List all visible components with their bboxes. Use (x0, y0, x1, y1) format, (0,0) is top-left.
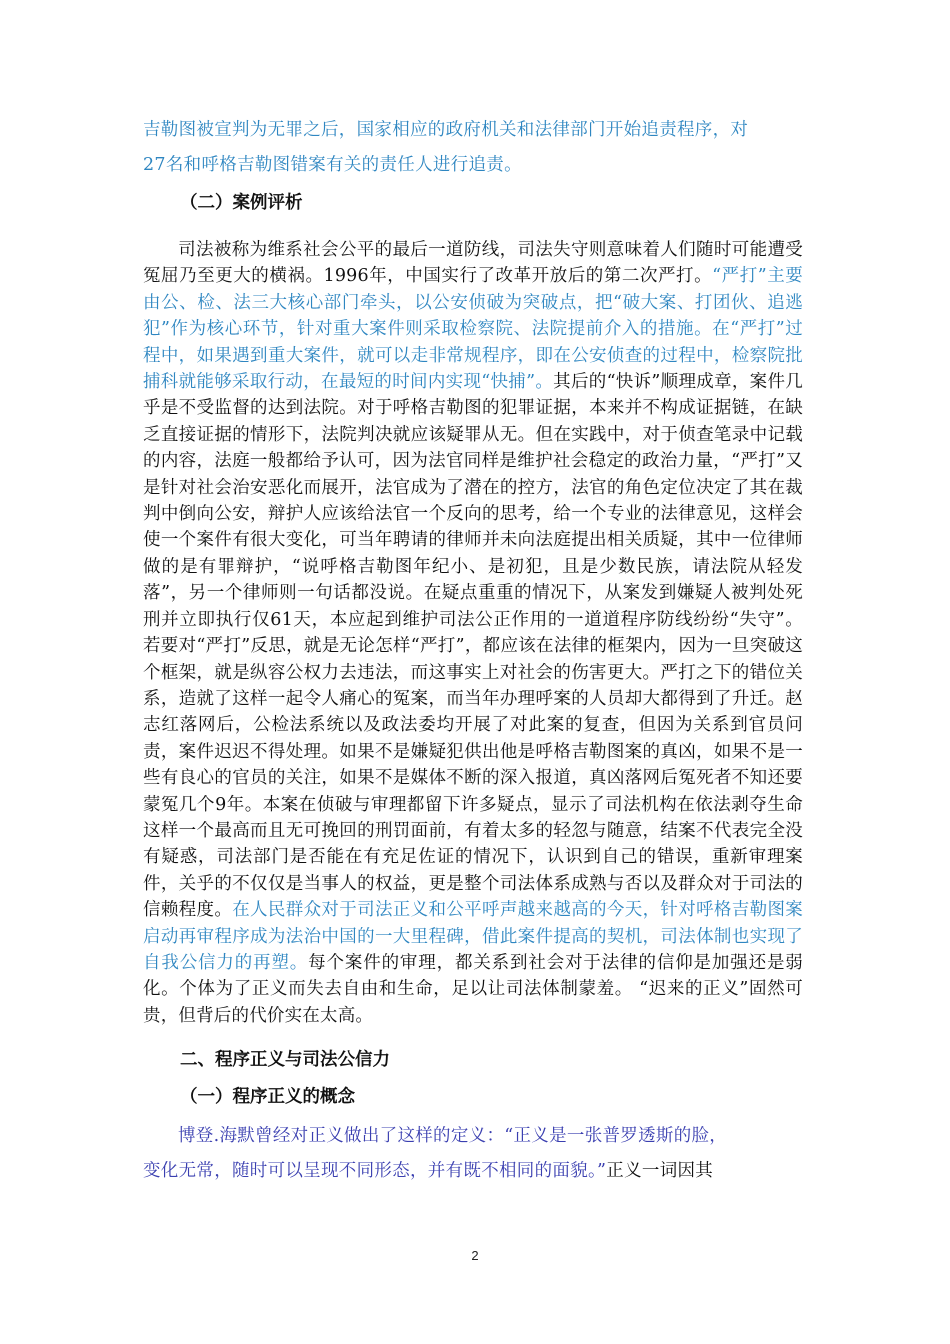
analysis-sentence: 司法被称为维系社会公平的最后一道防线，司法失守则意味着人们随时可能遭受冤屈乃至更大的横祸。1996年，中国实行了改革开放后的第二次严打。 (143, 240, 803, 287)
intro-paragraph (143, 113, 823, 183)
concept-line: 博登.海默曾经对正义做出了这样的定义：“正义是一张普罗透斯的脸， (178, 1126, 728, 1146)
concept-paragraph (143, 1119, 823, 1189)
analysis-highlight: 在人民群众对于司法正义和公平呼声越来越高的今天，针对呼格吉勒图案启动再审程序成为法治中国的一大里程碑，借此案件提高的契机，司法体制也实现了自我公信力的再塑。 (143, 900, 804, 973)
text-line (143, 1119, 823, 1154)
analysis-highlight: “严打”主要由公、检、法三大核心部门牵头，以公安侦破为突破点，把“破大案、打团伙、追逃犯”作为核心环节，针对重大案件则采取检察院、法院提前介入的措施。在“严打”过程中，如果遇到重大案件，就可以走非常规程序，即在公安侦查的过程中，检察院批捕科就能够采取行动，在最短的时间内实现“快捕”。 (143, 266, 804, 393)
concept-line: 正义一词因其 (606, 1161, 714, 1181)
analysis-sentence: 其后的“快诉”顺理成章，案件几乎是不受监督的达到法院。对于呼格吉勒图的犯罪证据，本来并不构成证据链，在缺乏直接证据的情形下，法院判决就应该疑罪从无。但在实践中，对于侦查笔录中记载的内容，法庭一般都给予认可，因为法官同样是维护社会稳定的政治力量，“严打”又是针对社会治安恶化而展开，法官成为了潜在的控方，法官的角色定位决定了其在裁判中倒向公安，辩护人应该给法官一个反向的思考，给一个专业的法律意见，这样会使一个案件有很大变化，可当年聘请的律师并未向法庭提出相关质疑，其中一位律师做的是有罪辩护，“说呼格吉勒图年纪小、是初犯，且是少数民族，请法院从轻发落”，另一个律师则一句话都没说。在疑点重重的情况下，从案发到嫌疑人被判处死刑并立即执行仅61天，本应起到维护司法公正作用的一道道程序防线纷纷“失守”。若要对“严打”反思，就是无论怎样“严打”，都应该在法律的框架内，因为一旦突破这个框架，就是纵容公权力去违法，而这事实上对社会的伤害更大。严打之下的错位关系，造就了这样一起令人痛心的冤案，而当年办理呼案的人员却大都得到了升迁。赵志红落网后，公检法系统以及政法委均开展了对此案的复查，但因为关系到官员问责，案件迟迟不得处理。如果不是嫌疑犯供出他是呼格吉勒图案的真凶，如果不是一些有良心的官员的关注，如果不是媒体不断的深入报道，真凶落网后冤死者不知还要蒙冤几个9年。本案在侦破与审理都留下许多疑点，显示了司法机构在依法剥夺生命这样一个最高而且无可挽回的刑罚面前，有着太多的轻忽与随意，结案不代表完全没有疑惑，司法部门是否能在有充足佐证的情况下，认识到自己的错误，重新审理案件，关乎的不仅仅是当事人的权益，更是整个司法体系成熟与否以及群众对于司法的信赖程度。 (143, 372, 803, 921)
subsection-heading: （一）程序正义的概念 (180, 1087, 355, 1107)
concept-quote: 变化无常，随时可以呈现不同形态，并有既不相同的面貌。” (143, 1161, 607, 1181)
page-number: 2 (471, 1248, 479, 1263)
section-heading: 二、程序正义与司法公信力 (180, 1050, 390, 1070)
text-line: 27名和呼格吉勒图错案有关的责任人进行追责。 (143, 155, 522, 175)
text-line: 吉勒图被宣判为无罪之后，国家相应的政府机关和法律部门开始追责程序，对 (143, 120, 749, 140)
case-analysis-heading: （二）案例评析 (180, 193, 303, 213)
text-line (143, 1154, 823, 1189)
analysis-sentence: 每个案件的审理，都关系到社会对于法律的信仰是加强还是弱化。个体为了正义而失去自由和生命，足以让司法体制蒙羞。 “迟来的正义”固然可贵，但背后的代价实在太高。 (143, 952, 803, 1026)
analysis-paragraph (143, 237, 803, 1029)
